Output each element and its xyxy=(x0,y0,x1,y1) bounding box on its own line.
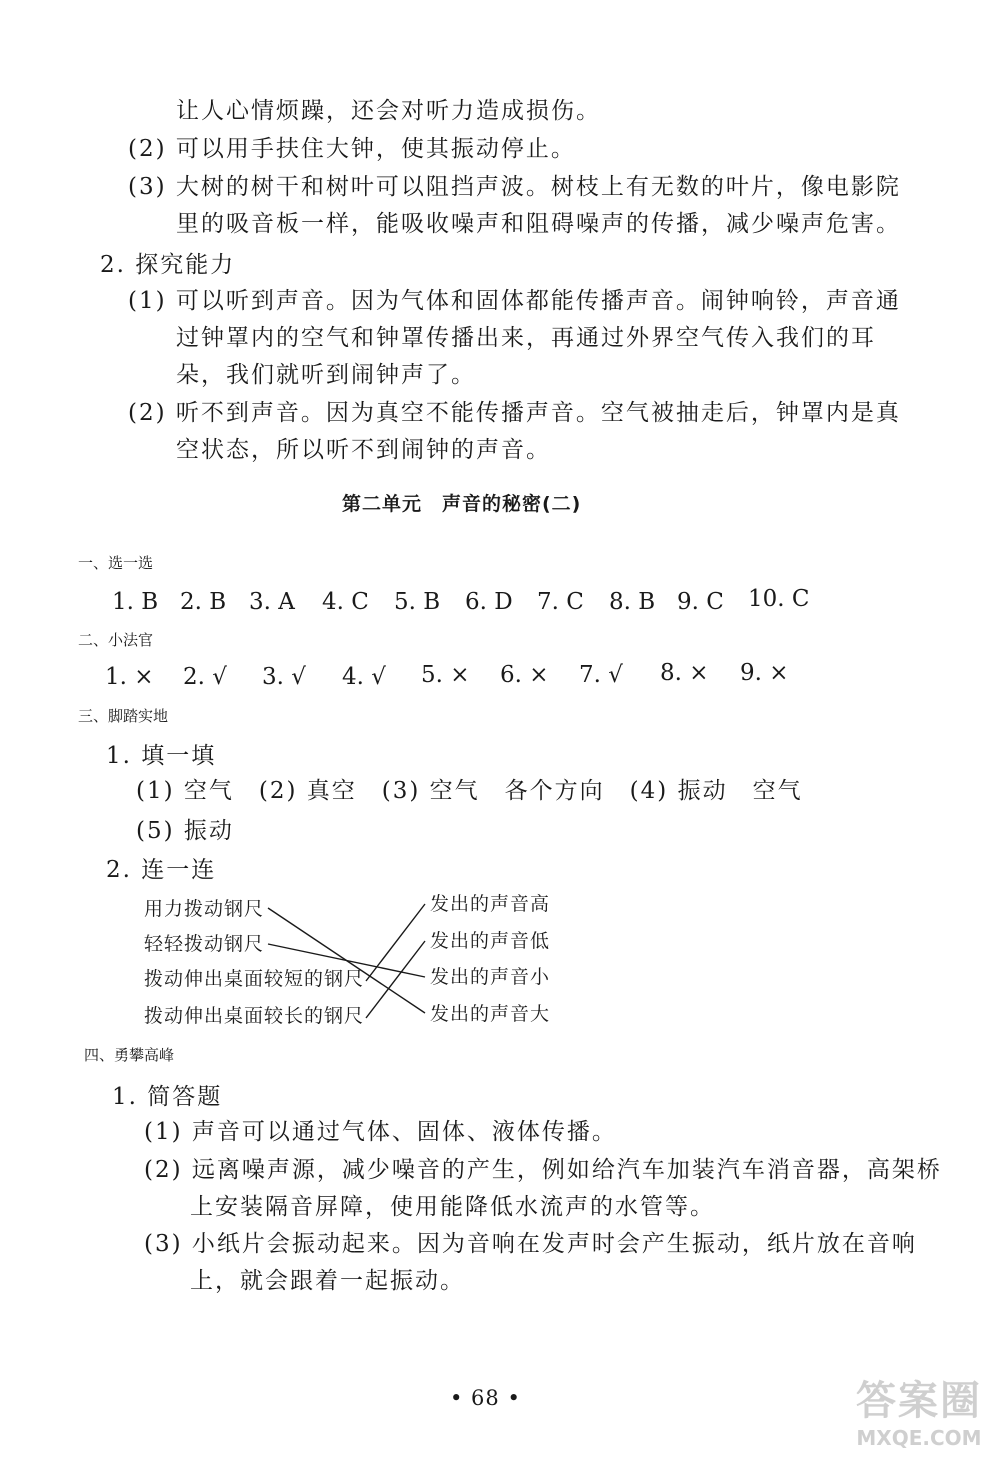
section-heading: 二、小法官 xyxy=(78,631,154,649)
answer-item: 1. B xyxy=(112,589,159,615)
text-line: 让人心情烦躁，还会对听力造成损伤。 xyxy=(176,98,601,124)
text-line: (1) 声音可以通过气体、固体、液体传播。 xyxy=(144,1119,617,1145)
answer-item: 9. × xyxy=(740,660,789,686)
answer-item: 5. × xyxy=(421,662,470,688)
match-left-item: 用力拨动钢尺 xyxy=(144,898,265,920)
answer-item: 4. √ xyxy=(342,664,386,690)
answer-item: 6. × xyxy=(500,662,549,688)
page-number: • 68 • xyxy=(450,1386,521,1410)
watermark-site: MXQE.COM xyxy=(856,1426,982,1450)
answer-item: 6. D xyxy=(465,589,513,615)
text-line: 上安装隔音屏障，使用能降低水流声的水管等。 xyxy=(190,1194,715,1220)
match-right-item: 发出的声音小 xyxy=(430,966,551,988)
answer-item: 2. B xyxy=(180,589,227,615)
fill-answer-line: (5) 振动 xyxy=(136,818,234,844)
answer-item: 4. C xyxy=(322,589,369,615)
watermark-logo xyxy=(856,1369,982,1450)
match-right-item: 发出的声音低 xyxy=(430,930,551,952)
match-left-item: 拨动伸出桌面较长的钢尺 xyxy=(144,1005,365,1027)
text-line: 里的吸音板一样，能吸收噪声和阻碍噪声的传播，减少噪声危害。 xyxy=(176,211,901,237)
match-right-item: 发出的声音高 xyxy=(430,893,551,915)
unit-title: 第二单元 声音的秘密(二) xyxy=(342,493,582,515)
answer-item: 2. √ xyxy=(183,664,227,690)
question-title: 1. 填一填 xyxy=(106,743,217,769)
text-line: 过钟罩内的空气和钟罩传播出来，再通过外界空气传入我们的耳 xyxy=(176,325,876,351)
answer-item: 5. B xyxy=(394,589,441,615)
text-line: 朵，我们就听到闹钟声了。 xyxy=(176,362,476,388)
answer-item: 8. × xyxy=(660,660,709,686)
question-title: 1. 简答题 xyxy=(112,1084,223,1110)
question-title: 2. 连一连 xyxy=(106,857,217,883)
match-left-item: 拨动伸出桌面较短的钢尺 xyxy=(144,968,365,990)
answer-item: 8. B xyxy=(609,589,656,615)
text-line: 空状态，所以听不到闹钟的声音。 xyxy=(176,437,551,463)
answer-item: 1. × xyxy=(105,664,154,690)
match-line xyxy=(366,904,425,981)
text-line: 上，就会跟着一起振动。 xyxy=(190,1268,465,1294)
section-heading: 一、选一选 xyxy=(78,554,154,572)
watermark-title: 答案圈 xyxy=(856,1378,982,1424)
text-line: (2) 可以用手扶住大钟，使其振动停止。 xyxy=(128,136,576,162)
section-heading: 三、脚踏实地 xyxy=(78,707,169,725)
section-heading: 四、勇攀高峰 xyxy=(84,1046,175,1064)
answer-item: 7. C xyxy=(537,589,584,615)
answer-item: 3. √ xyxy=(262,664,306,690)
text-line: (1) 可以听到声音。因为气体和固体都能传播声音。闹钟响铃，声音通 xyxy=(128,288,901,314)
answer-item: 10. C xyxy=(748,586,810,612)
fill-answer-line: (1) 空气 (2) 真空 (3) 空气 各个方向 (4) 振动 空气 xyxy=(136,778,803,804)
answer-item: 7. √ xyxy=(579,662,623,688)
text-line: 2. 探究能力 xyxy=(100,252,236,278)
answer-item: 9. C xyxy=(677,589,724,615)
match-right-item: 发出的声音大 xyxy=(430,1003,551,1025)
answer-item: 3. A xyxy=(249,589,295,615)
text-line: (3) 小纸片会振动起来。因为音响在发声时会产生振动，纸片放在音响 xyxy=(144,1231,917,1257)
text-line: (2) 远离噪声源，减少噪音的产生，例如给汽车加装汽车消音器，高架桥 xyxy=(144,1157,942,1183)
match-left-item: 轻轻拨动钢尺 xyxy=(144,933,265,955)
text-line: (2) 听不到声音。因为真空不能传播声音。空气被抽走后，钟罩内是真 xyxy=(128,400,901,426)
text-line: (3) 大树的树干和树叶可以阻挡声波。树枝上有无数的叶片，像电影院 xyxy=(128,174,901,200)
